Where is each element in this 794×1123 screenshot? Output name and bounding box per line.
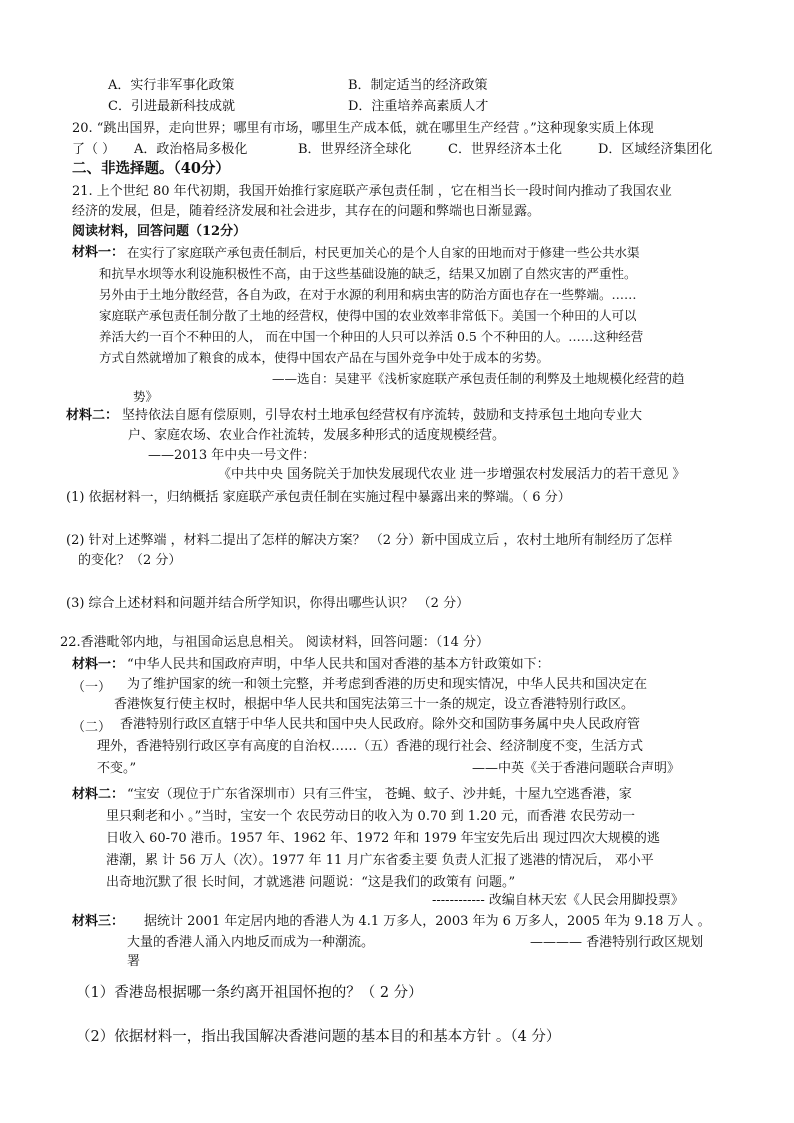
section-title: 二、非选择题。（40分） — [72, 160, 230, 177]
q20-option-d: D．区域经济集团化 — [598, 142, 713, 157]
q21-material2-source: ——2013 年中央一号文件： — [148, 448, 316, 463]
q22-material1-line: “中华人民共和国政府声明，中华人民共和国对香港的基本方针政策如下： — [127, 657, 550, 672]
q22-material2-line: 里只剩老和小 。”当时，宝安一个 农民劳动日的收入为 0.70 到 1.20 元，而香港 农民劳动一 — [106, 809, 635, 824]
q21-material1-source: ——选自：吴建平《浅析家庭联产承包责任制的利弊及土地规模化经营的趋 — [272, 371, 685, 386]
q22-material1-line: 理外，香港特别行政区享有高度的自治权……（五）香港的现行社会、经济制度不变，生活方式 — [97, 739, 644, 754]
q22-material1-item-number: （二） — [72, 720, 112, 735]
q21-subquestion-2-cont: 的变化？（2 分） — [78, 553, 182, 568]
q22-subquestion-1: （1）香港岛根据哪一条约离开祖国怀抱的？（ 2 分） — [76, 985, 423, 1001]
q19-option-c: C．引进最新科技成就 — [108, 99, 235, 114]
q22-material2-line: 日收入 60-70 港币。1957 年、1962 年、1972 年和 1979 年宝安先后出 现过四次大规模的逃 — [106, 831, 660, 846]
q21-material1-line: 另外由于土地分散经营，各自为政，在对于水源的利用和病虫害的防治方面也存在一些弊端。…… — [99, 287, 637, 302]
q21-intro-2: 经济的发展，但是，随着经济发展和社会进步，其存在的问题和弊端也日渐显露。 — [72, 204, 541, 219]
q21-material1-label: 材料一： — [72, 245, 125, 260]
q22-material2-line: “宝安（现位于广东省深圳市）只有三件宝， 苍蝇、蚊子、沙井蚝，十屋九空逃香港，家 — [127, 787, 632, 802]
q21-subquestion-1: (1) 依据材料一，归纳概括 家庭联产承包责任制在实施过程中暴露出来的弊端。（ 6 分） — [66, 490, 571, 505]
q22-material2-source: ------------ 改编自林天宏《人民会用脚投票》 — [432, 893, 684, 908]
q22-material1-item-number: （一） — [72, 680, 112, 695]
q22-material3-label: 材料三： — [72, 914, 125, 929]
q21-material1-line: 养活大约一百个不种田的人， 而在中国一个种田的人只可以养活 0.5 个不种田的人。……这种经营 — [99, 329, 644, 344]
q22-material1-source: ——中英《关于香港问题联合声明》 — [472, 761, 681, 776]
q21-material1-line: 方式自然就增加了粮食的成本，使得中国农产品在与国外竞争中处于成本的劣势。 — [99, 350, 550, 365]
q22-intro: 22.香港毗邻内地，与祖国命运息息相关。 阅读材料，回答问题：（14 分） — [60, 635, 489, 650]
q22-material1-line: 香港特别行政区直辖于中华人民共和国中央人民政府。除外交和国防事务属中央人民政府管 — [120, 717, 641, 732]
q20-option-a: A．政治格局多极化 — [134, 142, 248, 157]
q21-material2-source-title: 《中共中央 国务院关于加快发展现代农业 进一步增强农村发展活力的若干意见 》 — [218, 467, 686, 482]
q19-option-d: D．注重培养高素质人才 — [348, 99, 489, 114]
q21-subquestion-2: (2) 针对上述弊端 ，材料二提出了怎样的解决方案？ （2 分）新中国成立后 ，农村土地所有制经历了怎样 — [66, 533, 673, 548]
q22-material3-line: 大量的香港人涌入内地反而成为一种潮流。 — [127, 935, 375, 950]
q21-intro-1: 21. 上个世纪 80 年代初期，我国开始推行家庭联产承包责任制 ，它在相当长一段时间内推动了我国农业 — [72, 184, 672, 199]
q22-material3-line: 据统计 2001 年定居内地的香港人为 4.1 万多人，2003 年为 6 万多人，2005 年为 9.18 万人 。 — [144, 914, 711, 929]
q22-subquestion-2: （2）依据材料一，指出我国解决香港问题的基本目的和基本方针 。（4 分） — [76, 1029, 561, 1045]
q20-bracket: 了（ ） — [72, 142, 116, 157]
q21-material1-line: 在实行了家庭联产承包责任制后，村民更加关心的是个人自家的田地而对于修建一些公共水渠 — [127, 245, 640, 260]
q22-material2-line: 港潮，累 计 56 万人（次）。1977 年 11 月广东省委主要 负责人汇报了逃港的情况后， 邓小平 — [106, 853, 654, 868]
q22-material1-line: 香港恢复行使主权时，根据中华人民共和国宪法第三十一条的规定，设立香港特别行政区。 — [114, 697, 635, 712]
q20-option-c: C．世界经济本土化 — [448, 142, 562, 157]
q19-option-a: A．实行非军事化政策 — [108, 78, 235, 93]
q22-material3-source: ———— 香港特别行政区规划 — [530, 935, 704, 950]
q21-material1-source-end: 势》 — [133, 389, 159, 404]
q19-option-b: B．制定适当的经济政策 — [348, 78, 488, 93]
q21-material2-line: 户、家庭农场、农业合作社流转，发展多种形式的适度规模经营。 — [128, 428, 506, 443]
q21-material2-label: 材料二： — [66, 408, 119, 423]
q20-stem: 20. “跳出国界，走向世界；哪里有市场，哪里生产成本低，就在哪里生产经营 。”这种现象实质上体现 — [72, 121, 654, 136]
q21-reading-heading: 阅读材料，回答问题（12分） — [72, 224, 247, 239]
q22-material3-source-end: 署 — [127, 954, 141, 969]
q22-material1-label: 材料一： — [72, 657, 125, 672]
q22-material1-line: 为了维护国家的统一和领土完整，并考虑到香港的历史和现实情况，中华人民共和国决定在 — [127, 677, 648, 692]
q21-subquestion-3: (3) 综合上述材料和问题并结合所学知识，你得出哪些认识？ （2 分） — [66, 596, 470, 611]
q20-option-b: B．世界经济全球化 — [298, 142, 412, 157]
q21-material1-line: 家庭联产承包责任制分散了土地的经营权，使得中国的农业效率非常低下。美国一个种田的人可以 — [99, 308, 637, 323]
q21-material2-line: 坚持依法自愿有偿原则，引导农村土地承包经营权有序流转，鼓励和支持承包土地向专业大 — [122, 408, 643, 423]
q22-material1-line: 不变。” — [97, 761, 137, 776]
q22-material2-line: 出奇地沉默了很 长时间，才就逃港 问题说：“这是我们的政策有 问题。” — [106, 875, 516, 890]
q21-material1-line: 和抗旱水坝等水利设施积极性不高，由于这些基础设施的缺乏，结果又加剧了自然灾害的严重性。 — [99, 266, 637, 281]
q22-material2-label: 材料二： — [72, 787, 125, 802]
